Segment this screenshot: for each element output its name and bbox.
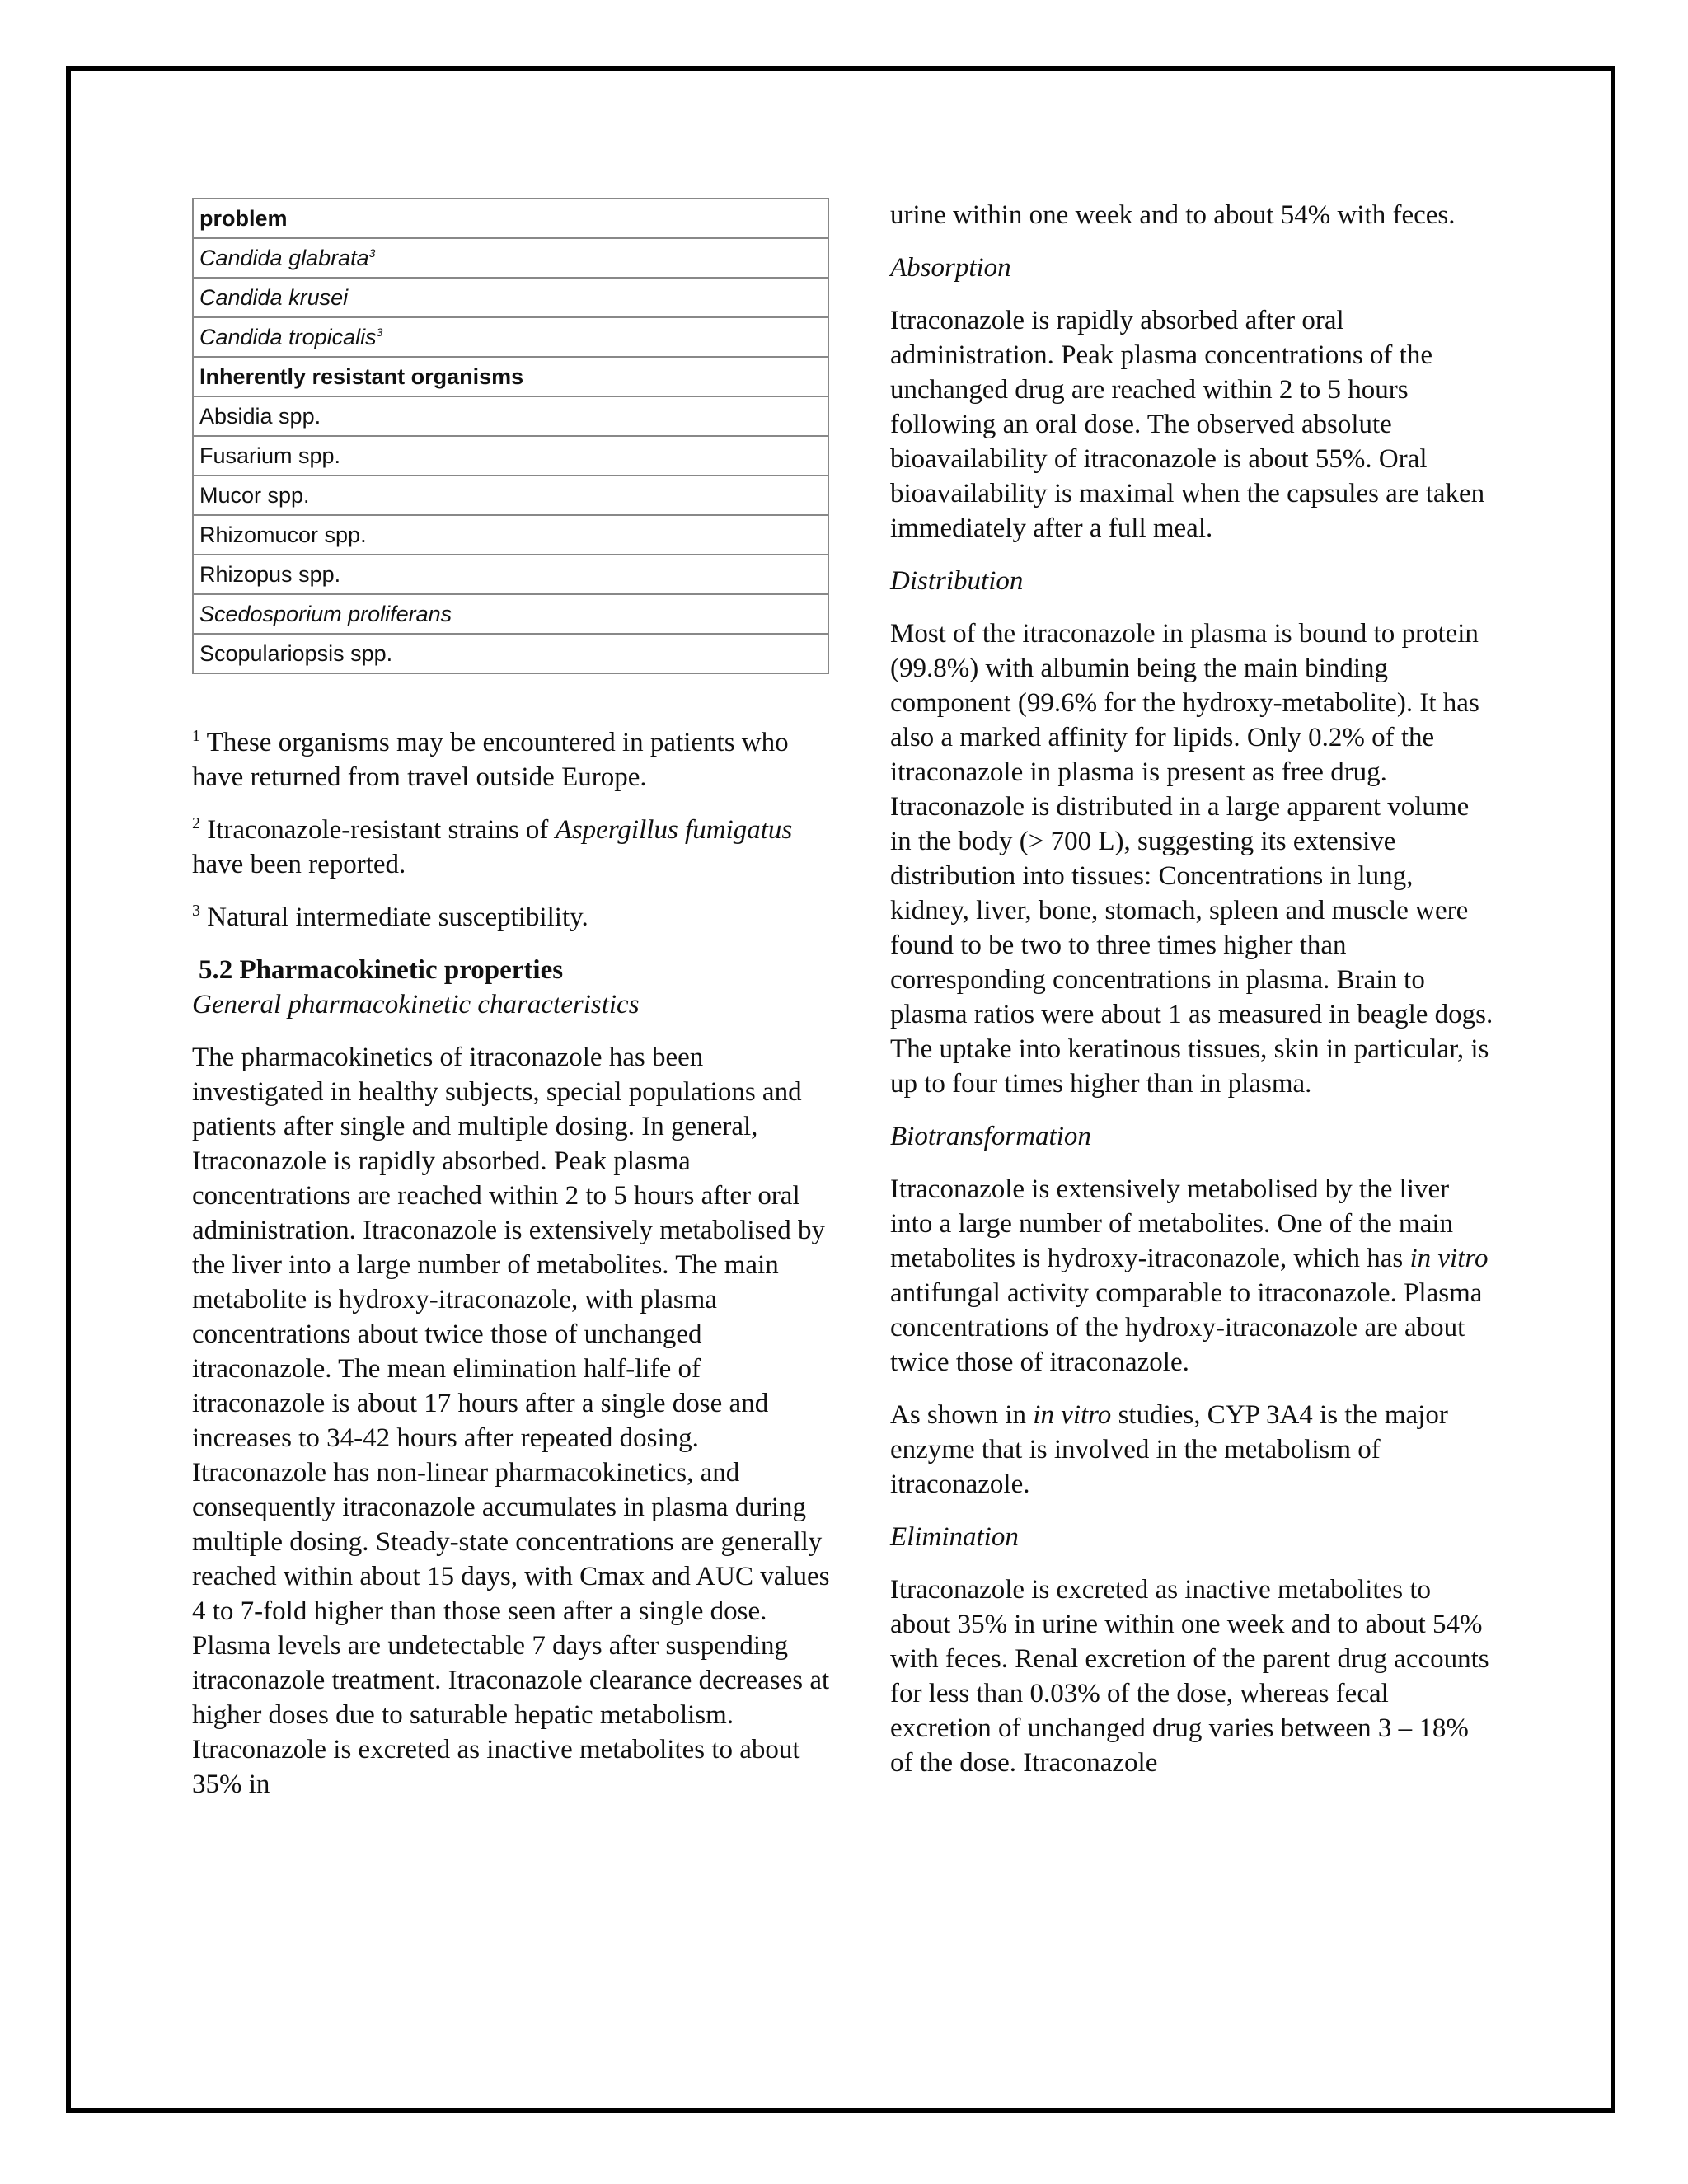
section-heading: 5.2 Pharmacokinetic properties (199, 955, 564, 985)
organism-name: Candida tropicalis (199, 325, 377, 349)
organism-name: Mucor spp. (199, 483, 310, 508)
table-row (193, 317, 828, 357)
table-cell (193, 436, 828, 476)
organism-name: Inherently resistant organisms (199, 364, 524, 389)
table-cell (193, 594, 828, 634)
table-cell (193, 515, 828, 555)
absorption-title: Absorption (890, 253, 1011, 283)
table-row (193, 515, 828, 555)
table-cell (193, 238, 828, 278)
distribution-title: Distribution (890, 566, 1024, 596)
table-cell (193, 396, 828, 436)
biotransformation-title: Biotransformation (890, 1122, 1091, 1151)
general-paragraph: The pharmacokinetics of itraconazole has been investigated in healthy subjects, special populations and patients after single and multiple dosing. In general, Itraconazole is rapidly absorbed. Peak plasma concentrations are reached within 2 to 5 hours after oral administration. Itraconazole is extensively metabolised by the liver into a large number of metabolites. The main metabolite is hydroxy-itraconazole, with plasma concentrations about twice those of unchanged itraconazole. The mean elimination half-life of itraconazole is about 17 hours after a single dose and increases to 34-42 hours after repeated dosing. Itraconazole has non-linear pharmacokinetics, and consequently itraconazole accumulates in plasma during multiple dosing. Steady-state concentrations are generally reached within about 15 days, with Cmax and AUC values 4 to 7-fold higher than those seen after a single dose. Plasma levels are undetectable 7 days after suspending itraconazole treatment. Itraconazole clearance decreases at higher doses due to saturable hepatic metabolism. Itraconazole is excreted as inactive metabolites to about 35% in (192, 1043, 830, 1799)
footnote-ref: 3 (368, 246, 376, 260)
distribution-paragraph: Most of the itraconazole in plasma is bound to protein (99.8%) with albumin being the main binding component (99.6% for the hydroxy-metabolite). It has also a marked affinity for lipids. Only 0.2% of the itraconazole in plasma is present as free drug. Itraconazole is distributed in a large apparent volume in the body (> 700 L), suggesting its extensive distribution into tissues: Concentrations in lung, kidney, liver, bone, stomach, spleen and muscle were found to be two to three times higher than corresponding concentrations in plasma. Brain to plasma ratios were about 1 as measured in beagle dogs. The uptake into keratinous tissues, skin in particular, is up to four times higher than in plasma. (890, 619, 1493, 1099)
table-cell (193, 278, 828, 317)
table-cell (193, 634, 828, 673)
biotransformation-paragraph: Itraconazole is extensively metabolised by the liver into a large number of metabolites. One of the main metabolites is hydroxy-itraconazole, which has in vitro antifungal activity comparable to itraconazole. Plasma concentrations of the hydroxy-itraconazole are about twice those of itraconazole. (890, 1174, 1489, 1377)
organism-name: Absidia spp. (199, 404, 321, 429)
organism-name: problem (199, 206, 288, 231)
table-row (193, 436, 828, 476)
footnote-2: $^2$ Itraconazole-resistant strains of Aspergillus fumigatus have been reported. (192, 814, 793, 879)
table-row (193, 357, 828, 396)
footnote-ref: 3 (376, 326, 383, 339)
organism-name: Scedosporium proliferans (199, 602, 452, 626)
organism-table (192, 198, 829, 674)
table-cell (193, 357, 828, 396)
right-column (890, 198, 1496, 1798)
continuation-paragraph: urine within one week and to about 54% with feces. (890, 200, 1456, 230)
organism-name: Rhizopus spp. (199, 562, 341, 587)
table-row (193, 238, 828, 278)
left-column (192, 198, 831, 1820)
organism-name: Rhizomucor spp. (199, 523, 367, 547)
elimination-title: Elimination (890, 1522, 1019, 1552)
table-row (193, 199, 828, 238)
table-row (193, 278, 828, 317)
table-cell (193, 476, 828, 515)
cyp-paragraph: As shown in in vitro studies, CYP 3A4 is the major enzyme that is involved in the metabolism of itraconazole. (890, 1400, 1448, 1499)
organism-name: Candida glabrata (199, 246, 369, 270)
table-row (193, 396, 828, 436)
elimination-paragraph: Itraconazole is excreted as inactive metabolites to about 35% in urine within one week and to about 54% with feces. Renal excretion of the parent drug accounts for less than 0.03% of the dose, whereas fecal excretion of unchanged drug varies between 3 – 18% of the dose. Itraconazole (890, 1575, 1489, 1778)
organism-name: Scopulariopsis spp. (199, 641, 393, 666)
organism-name: Candida krusei (199, 285, 349, 310)
table-row (193, 634, 828, 673)
table-row (193, 594, 828, 634)
absorption-paragraph: Itraconazole is rapidly absorbed after oral administration. Peak plasma concentrations of the unchanged drug are reached within 2 to 5 hours following an oral dose. The observed absolute bioavailability of itraconazole is about 55%. Oral bioavailability is maximal when the capsules are taken immediately after a full meal. (890, 306, 1485, 543)
table-cell (193, 317, 828, 357)
organism-name: Fusarium spp. (199, 443, 341, 468)
table-cell (193, 199, 828, 238)
table-row (193, 476, 828, 515)
footnote-1: $^1$ These organisms may be encountered in patients who have returned from travel outside Europe. (192, 727, 789, 792)
section-subheading: General pharmacokinetic characteristics (192, 990, 640, 1019)
footnote-3: $^3$ Natural intermediate susceptibility. (192, 902, 588, 932)
table-cell (193, 555, 828, 594)
table-row (193, 555, 828, 594)
